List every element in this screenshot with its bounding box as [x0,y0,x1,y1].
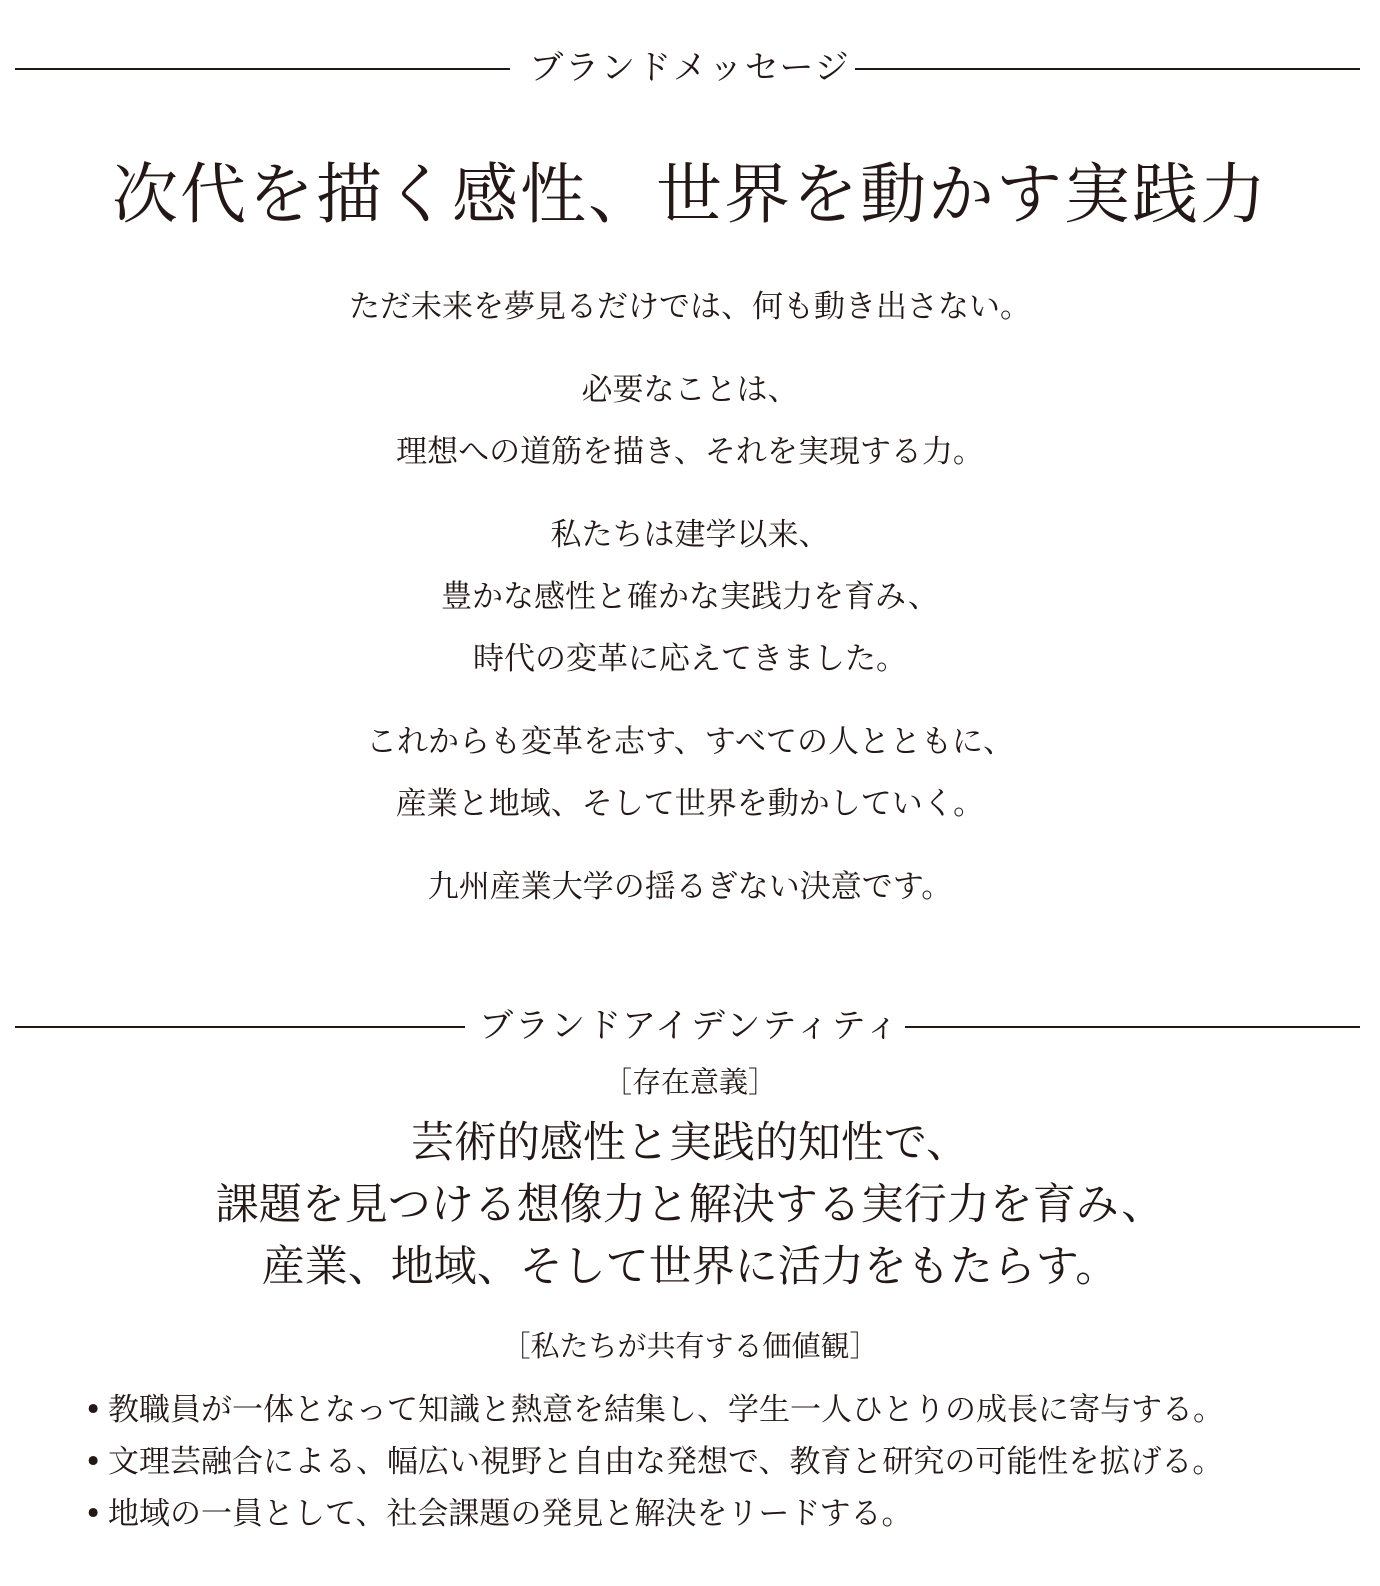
values-label: ［私たちが共有する価値観］ [501,1329,879,1363]
message-line: ただ未来を夢見るだけでは、何も動き出さない。 [349,289,1031,325]
message-line: これからも変革を志す、すべての人とともに、 [366,724,1014,760]
list-item [84,1488,1364,1540]
list-item [84,1436,1364,1488]
purpose-line: 課題を見つける想像力と解決する実行力を育み、 [215,1180,1165,1230]
heading-divider-right [855,68,1360,70]
value-text: 地域の一員として、社会課題の発見と解決をリードする。 [108,1496,913,1532]
purpose-statement [0,1112,1380,1298]
brand-headline: 次代を描く感性、世界を動かす実践力 [112,156,1268,233]
message-line: 理想への道筋を描き、それを実現する力。 [396,434,984,470]
message-paragraph [0,504,1380,690]
purpose-line: 芸術的感性と実践的知性で、 [410,1118,970,1168]
message-line: 産業と地域、そして世界を動かしていく。 [395,786,985,822]
list-item [84,1384,1364,1436]
bullet-icon: • [84,1444,103,1480]
message-paragraph [0,711,1380,835]
message-line: 豊かな感性と確かな実践力を育み、 [441,579,939,615]
bullet-icon: • [84,1496,103,1532]
message-line: 九州産業大学の揺るぎない決意です。 [427,869,953,905]
message-paragraph [0,359,1380,483]
brand-identity-heading [0,996,1380,1056]
message-line: 時代の変革に応えてきました。 [473,641,907,677]
section-title: ブランドアイデンティティ [479,1006,901,1046]
section-title: ブランドメッセージ [529,48,851,88]
bullet-icon: • [84,1392,103,1428]
message-paragraph [0,276,1380,338]
brand-message-heading [0,38,1380,98]
message-line: 私たちは建学以来、 [550,517,830,553]
heading-divider-right [905,1026,1360,1028]
message-line: 必要なことは、 [581,372,799,408]
value-text: 教職員が一体となって知識と熱意を結集し、学生一人ひとりの成長に寄与する。 [108,1392,1224,1428]
purpose-line: 産業、地域、そして世界に活力をもたらす。 [261,1242,1119,1292]
values-list [84,1384,1364,1540]
message-paragraph [0,856,1380,918]
value-text: 文理芸融合による、幅広い視野と自由な発想で、教育と研究の可能性を拡げる。 [108,1444,1224,1480]
purpose-label: ［存在意義］ [602,1065,777,1099]
